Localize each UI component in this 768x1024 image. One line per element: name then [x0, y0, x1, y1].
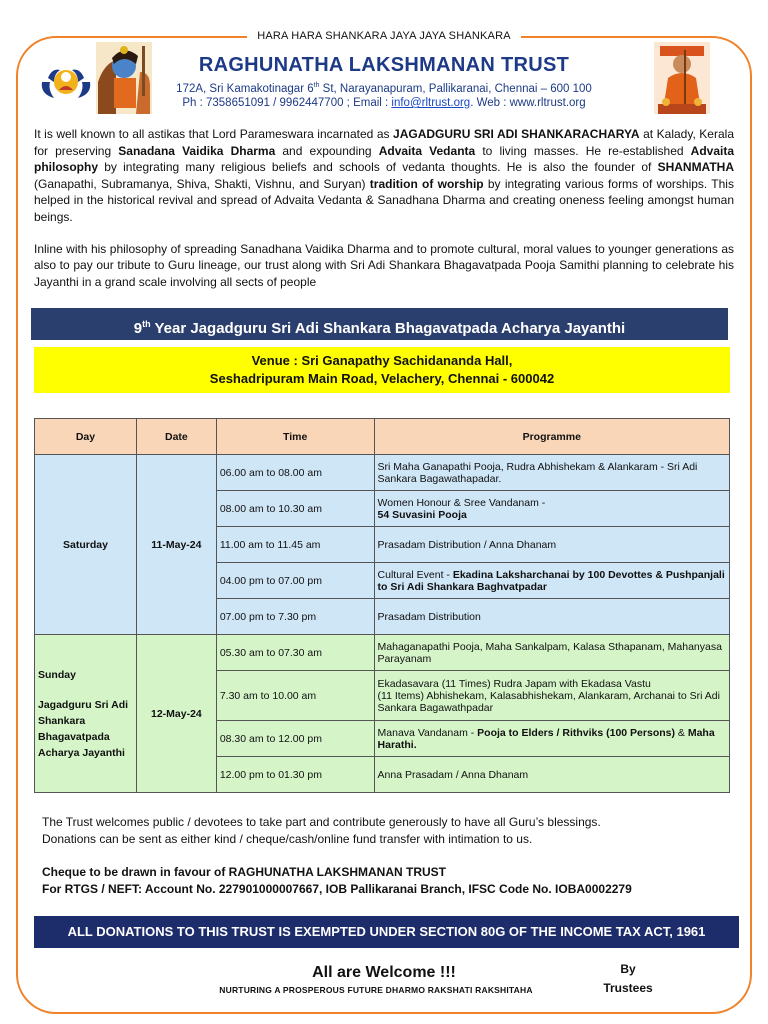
- event-title-banner: 9th Year Jagadguru Sri Adi Shankara Bhagavatpada Acharya Jayanthi: [31, 308, 728, 340]
- time-cell: 06.00 am to 08.00 am: [216, 455, 374, 491]
- guru-portrait-icon: [654, 42, 710, 114]
- time-cell: 11.00 am to 11.45 am: [216, 527, 374, 563]
- by-label: By: [620, 962, 636, 976]
- header-programme: Programme: [374, 419, 729, 455]
- motto-text: NURTURING A PROSPEROUS FUTURE DHARMO RAKSHATI RAKSHITAHA: [219, 985, 533, 995]
- table-row: [35, 635, 730, 671]
- donation-note: [42, 814, 732, 848]
- cheque-favour: Cheque to be drawn in favour of RAGHUNATHA LAKSHMANAN TRUST: [42, 865, 446, 879]
- programme-cell: Prasadam Distribution / Anna Dhanam: [374, 527, 729, 563]
- time-cell: 05.30 am to 07.30 am: [216, 635, 374, 671]
- table-header-row: [35, 419, 730, 455]
- venue-box: [34, 347, 730, 393]
- day-sunday: Sunday Jagadguru Sri Adi Shankara Bhagavatpada Acharya Jayanthi: [35, 635, 137, 793]
- programme-cell: Anna Prasadam / Anna Dhanam: [374, 757, 729, 793]
- email-link[interactable]: info@rltrust.org: [391, 97, 471, 109]
- header-day: Day: [35, 419, 137, 455]
- intro-paragraph-2: Inline with his philosophy of spreading Sanadhana Vaidika Dharma and to promote cultural, moral values to younger generations as also to pay our tribute to Guru lineage, our trust along with Sri Adi Shankara Bhagavatpada Pooja Samithi planning to celebrate his Jayanthi in a grand scale involving all sects of people: [34, 241, 734, 289]
- trust-address: 172A, Sri Kamakotinagar 6th St, Narayanapuram, Pallikaranai, Chennai – 600 100: [176, 82, 592, 95]
- trust-contact: Ph : 7358651091 / 9962447700 ; Email : info@rltrust.org. Web : www.rltrust.org: [182, 97, 586, 109]
- donation-line-1: The Trust welcomes public / devotees to take part and contribute generously to have all Guru’s blessings.: [42, 815, 601, 829]
- programme-cell: Prasadam Distribution: [374, 599, 729, 635]
- venue-line-1: Venue : Sri Ganapathy Sachidananda Hall,: [251, 353, 513, 368]
- welcome-text: All are Welcome !!!: [312, 964, 456, 981]
- intro-text: [34, 126, 734, 290]
- programme-cell: Manava Vandanam - Pooja to Elders / Rithviks (100 Persons) & Maha Harathi.: [374, 721, 729, 757]
- donation-line-2: Donations can be sent as either kind / cheque/cash/online fund transfer with intimation to us.: [42, 832, 533, 846]
- programme-cell: Ekadasavara (11 Times) Rudra Japam with Ekadasa Vastu (11 Items) Abhishekam, Kalasabhishekam, Alankaram, Archanai to Sri Adi Sankara Bagawathpadar: [374, 671, 729, 721]
- top-tag: HARA HARA SHANKARA JAYA JAYA SHANKARA: [0, 30, 768, 42]
- header-date: Date: [136, 419, 216, 455]
- trust-name: RAGHUNATHA LAKSHMANAN TRUST: [198, 54, 570, 76]
- signature-block: [590, 960, 666, 998]
- neft-details: For RTGS / NEFT: Account No. 227901000007667, IOB Pallikaranai Branch, IFSC Code No. IOBA0002279: [42, 882, 632, 896]
- date-sunday: 12-May-24: [136, 635, 216, 793]
- table-row: [35, 455, 730, 491]
- bank-details: [42, 864, 732, 898]
- venue-line-2: Seshadripuram Main Road, Velachery, Chennai - 600042: [209, 371, 555, 386]
- programme-cell: Sri Maha Ganapathi Pooja, Rudra Abhishekam & Alankaram - Sri Adi Sankara Bagawathapadar.: [374, 455, 729, 491]
- time-cell: 08.00 am to 10.30 am: [216, 491, 374, 527]
- date-saturday: 11-May-24: [136, 455, 216, 635]
- programme-table: [34, 418, 730, 793]
- programme-cell: Women Honour & Sree Vandanam - 54 Suvasini Pooja: [374, 491, 729, 527]
- trustees-label: Trustees: [603, 981, 653, 995]
- time-cell: 07.00 pm to 7.30 pm: [216, 599, 374, 635]
- time-cell: 7.30 am to 10.00 am: [216, 671, 374, 721]
- time-cell: 04.00 pm to 07.00 pm: [216, 563, 374, 599]
- intro-paragraph-1: It is well known to all astikas that Lord Parameswara incarnated as JAGADGURU SRI ADI SHANKARACHARYA at Kalady, Kerala for preserving Sanadana Vaidika Dharma and expounding Advaita Vedanta to living masses. He re-established Advaita philosophy by integrating many religious beliefs and schools of vedanta thoughts. He is also the founder of SHANMATHA (Ganapathi, Subramanya, Shiva, Shakti, Vishnu, and Suryan) tradition of worship by integrating various forms of worships. This helped in the historical revival and spread of Advaita Vedanta & Sanadhana Dharma and creating oneness feeling amongst human beings.: [34, 127, 735, 224]
- programme-cell: Cultural Event - Ekadina Laksharchanai by 100 Devottes & Pushpanjali to Sri Adi Shankara Baghvatpadar: [374, 563, 729, 599]
- tax-exemption-banner: ALL DONATIONS TO THIS TRUST IS EXEMPTED UNDER SECTION 80G OF THE INCOME TAX ACT, 1961: [34, 916, 739, 948]
- time-cell: 12.00 pm to 01.30 pm: [216, 757, 374, 793]
- day-saturday: Saturday: [35, 455, 137, 635]
- header-time: Time: [216, 419, 374, 455]
- time-cell: 08.30 am to 12.00 pm: [216, 721, 374, 757]
- programme-cell: Mahaganapathi Pooja, Maha Sankalpam, Kalasa Sthapanam, Mahanyasa Parayanam: [374, 635, 729, 671]
